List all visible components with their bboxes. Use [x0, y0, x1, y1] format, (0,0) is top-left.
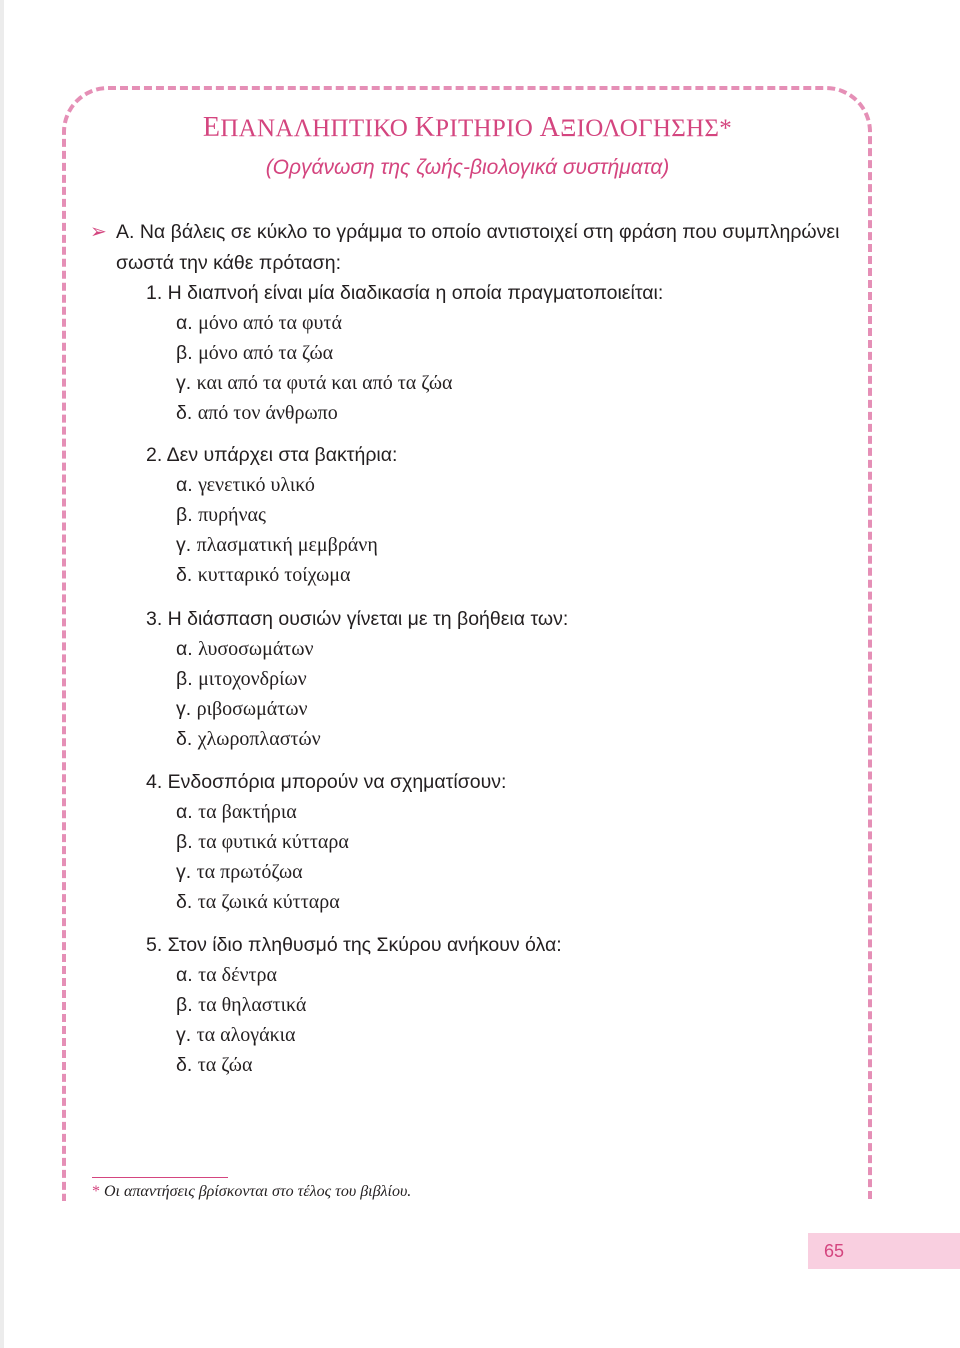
option-c[interactable]: γ. πλασματική μεμβράνη	[176, 534, 378, 556]
option-c[interactable]: γ. τα αλογάκια	[176, 1024, 296, 1046]
option-b[interactable]: β. μόνο από τα ζώα	[176, 342, 334, 364]
option-b[interactable]: β. μιτοχονδρίων	[176, 668, 307, 690]
option-c[interactable]: γ. και από τα φυτά και από τα ζώα	[176, 372, 453, 394]
footnote-star: *	[92, 1183, 100, 1200]
question-5	[146, 930, 562, 1080]
option-d[interactable]: δ. χλωροπλαστών	[176, 728, 321, 750]
question-4	[146, 767, 506, 917]
question-title: 1. Η διαπνοή είναι μία διαδικασία η οποία πραγματοποιείται:	[146, 282, 664, 304]
footnote	[92, 1183, 411, 1201]
option-d[interactable]: δ. τα ζώα	[176, 1054, 253, 1076]
option-d[interactable]: δ. από τον άνθρωπο	[176, 402, 338, 424]
option-c[interactable]: γ. ριβοσωμάτων	[176, 698, 308, 720]
arrow-bullet-icon: ➢	[90, 221, 107, 243]
option-a[interactable]: α. τα βακτήρια	[176, 801, 297, 823]
option-a[interactable]: α. μόνο από τα φυτά	[176, 312, 342, 334]
page-subtitle: (Οργάνωση της ζωής-βιολογικά συστήματα)	[265, 156, 670, 179]
option-c[interactable]: γ. τα πρωτόζωα	[176, 861, 303, 883]
question-title: 2. Δεν υπάρχει στα βακτήρια:	[146, 444, 398, 466]
page-edge	[0, 0, 4, 1348]
option-d[interactable]: δ. τα ζωικά κύτταρα	[176, 891, 340, 913]
question-title: 4. Ενδοσπόρια μπορούν να σχηματίσουν:	[146, 771, 507, 793]
footnote-text: Οι απαντήσεις βρίσκονται στο τέλος του βιβλίου.	[104, 1183, 412, 1200]
question-title: 3. Η διάσπαση ουσιών γίνεται με τη βοήθεια των:	[146, 608, 569, 630]
option-a[interactable]: α. γενετικό υλικό	[176, 474, 315, 496]
instruction-text: Α. Να βάλεις σε κύκλο το γράμμα το οποίο αντιστοιχεί στη φράση που συμπληρώνει σωστά την κάθε πρόταση:	[116, 221, 840, 274]
question-title: 5. Στον ίδιο πληθυσμό της Σκύρου ανήκουν όλα:	[146, 934, 562, 956]
option-d[interactable]: δ. κυτταρικό τοίχωμα	[176, 564, 351, 586]
footnote-rule	[92, 1177, 228, 1178]
page-title: ΕΠΑΝΑΛΗΠΤΙΚΟ ΚΡΙΤΗΡΙΟ ΑΞΙΟΛΟΓΗΣΗΣ*	[202, 112, 733, 143]
option-b[interactable]: β. τα φυτικά κύτταρα	[176, 831, 349, 853]
question-2	[146, 440, 397, 590]
option-a[interactable]: α. λυσοσωμάτων	[176, 638, 314, 660]
option-b[interactable]: β. πυρήνας	[176, 504, 266, 526]
question-3	[146, 604, 568, 754]
exercise-instruction	[90, 217, 850, 279]
question-1	[146, 278, 663, 428]
option-a[interactable]: α. τα δέντρα	[176, 964, 278, 986]
option-b[interactable]: β. τα θηλαστικά	[176, 994, 307, 1016]
page-number: 65	[808, 1233, 960, 1269]
